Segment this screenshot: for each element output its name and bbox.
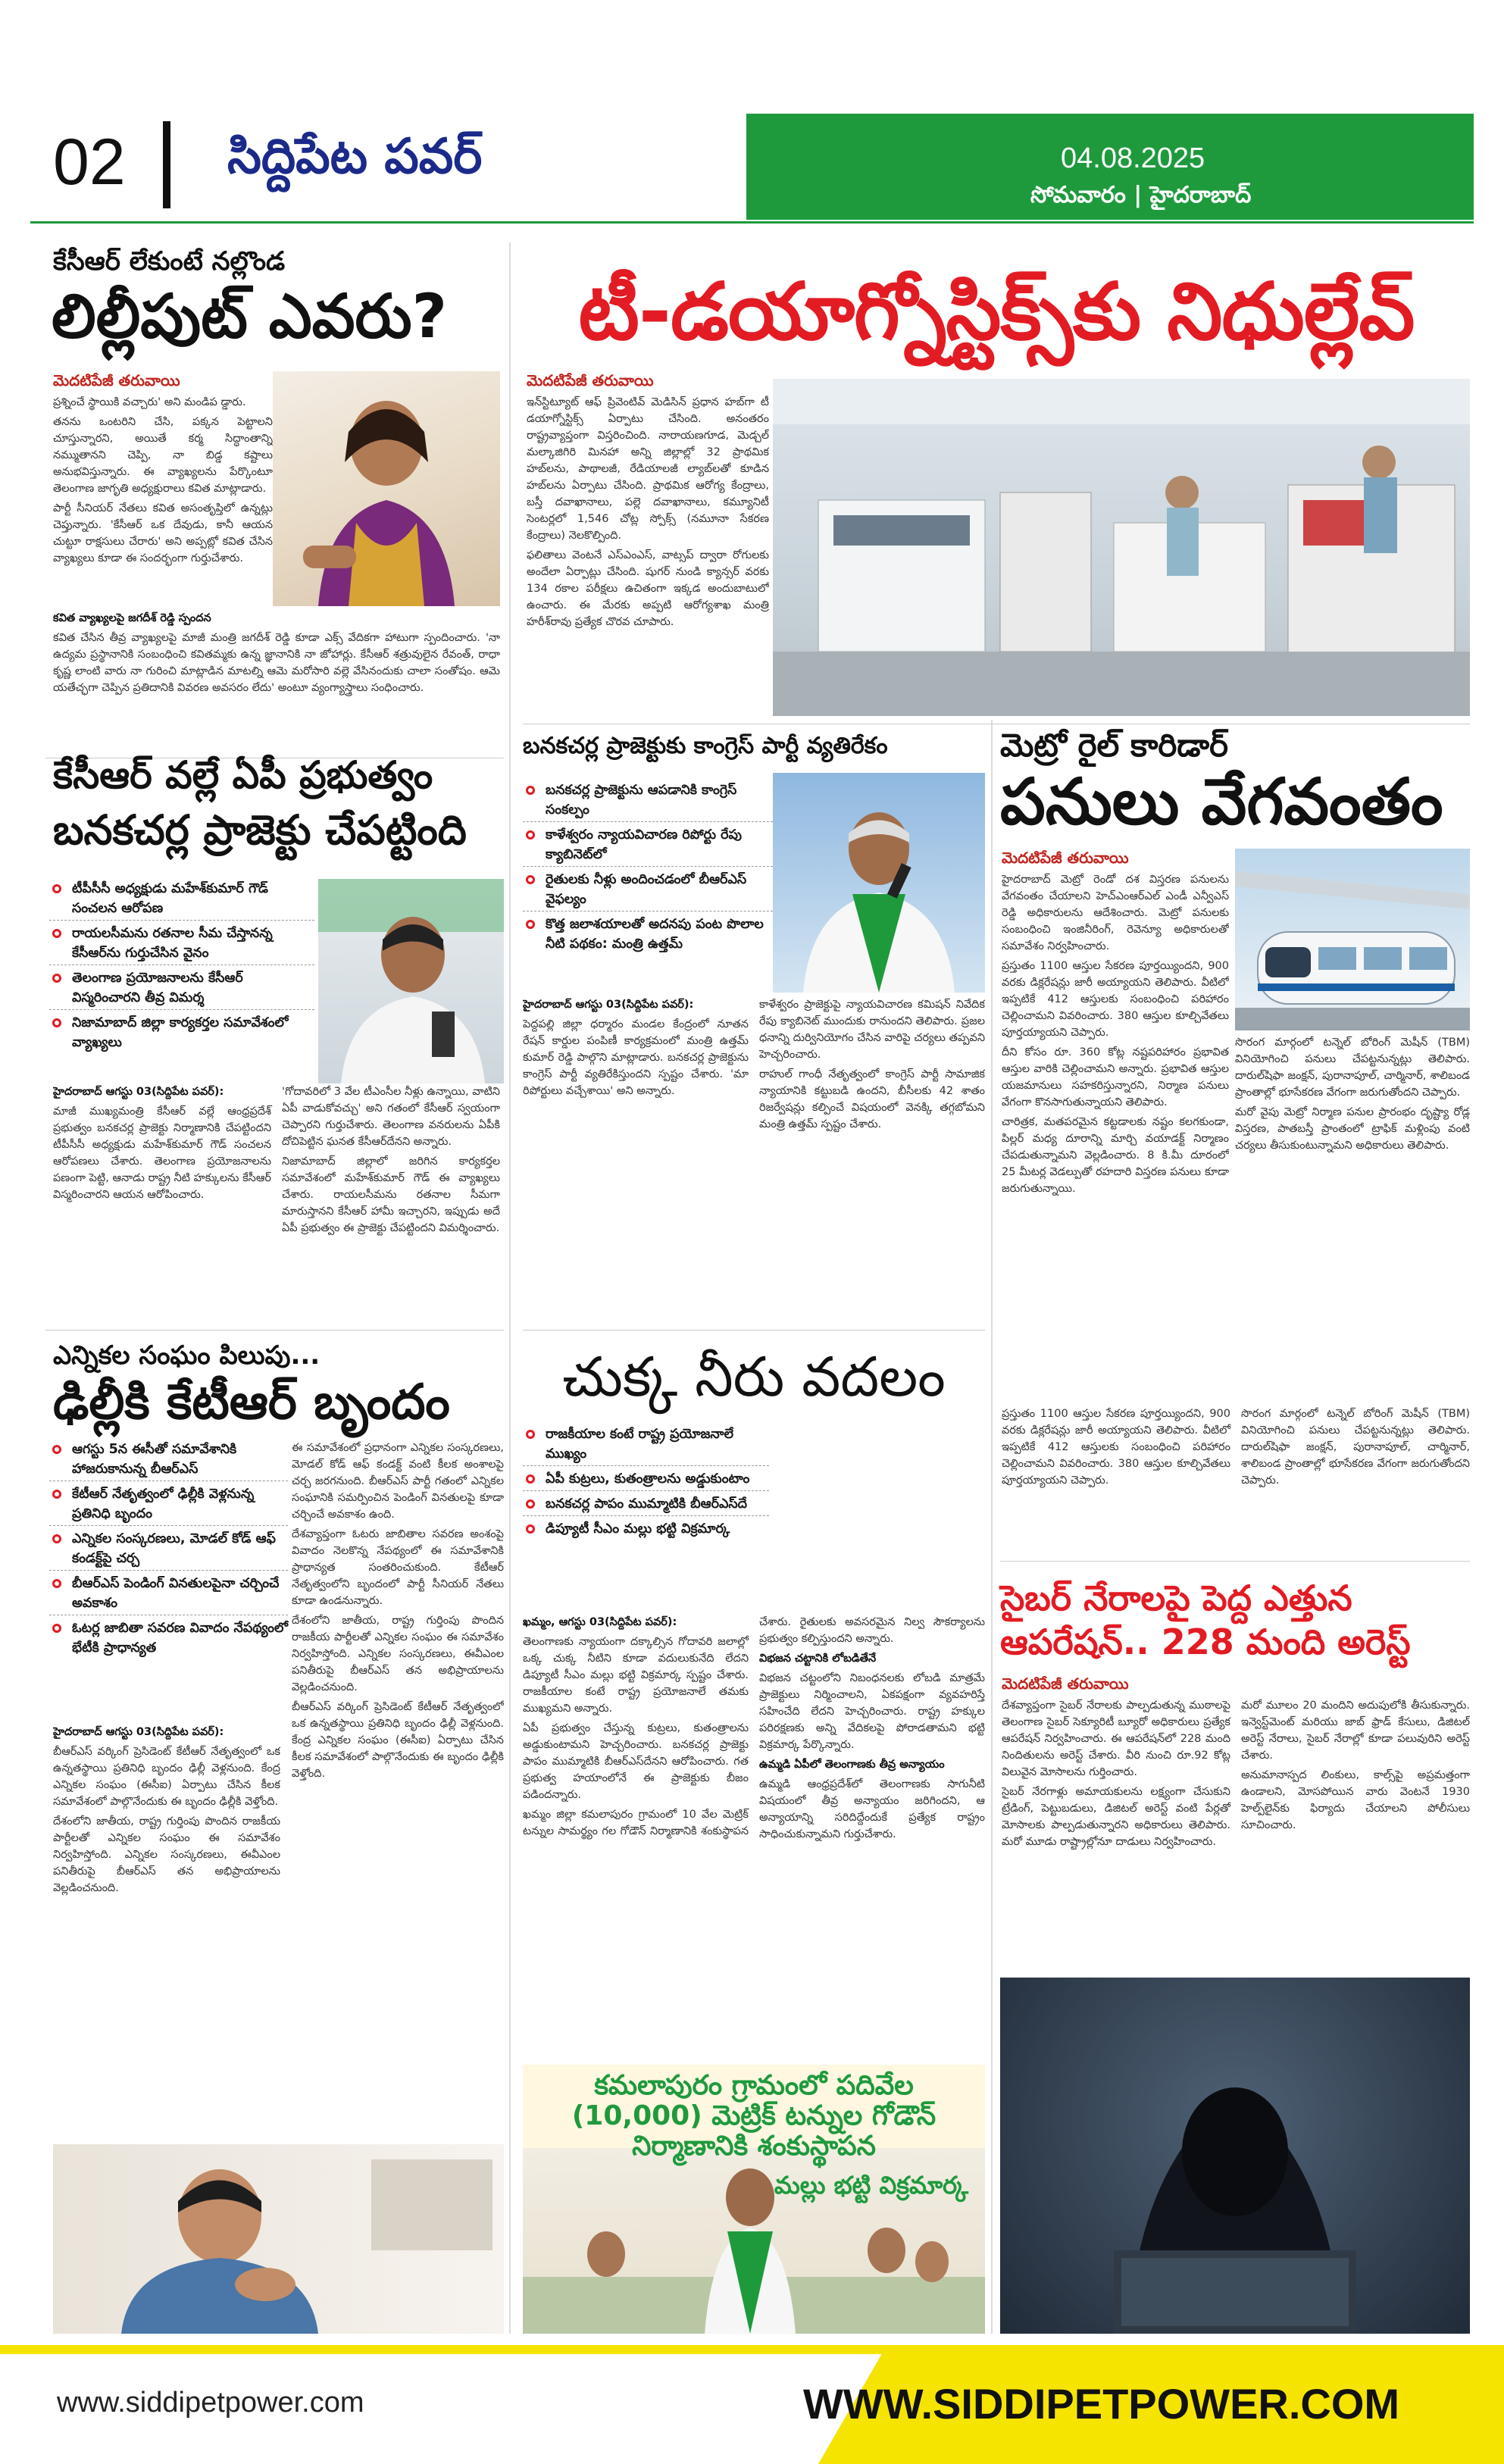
- metro-photo: [1235, 849, 1470, 1030]
- story5-paragraph: సొరంగ మార్గంలో టన్నెల్ బోరింగ్ మెషీన్ (TBM) వినియోగించి పనులు చేపట్టనున్నట్లు తెలిపారు. దారుల్‌షిఫా జంక్షన్, పురానాపూల్, చార్మినార్, శాలిబండ ప్రాంతాల్లో భూసేకరణ వేగంగా జరుగుతోందని చెప్పారు.: [1235, 1037, 1470, 1099]
- story5-paragraph: మరో వైపు మెట్రో నిర్మాణ పనుల ప్రారంభం దృష్ట్యా రోడ్ల విస్తరణ, పాతబస్తీ ప్రాంతంలో ట్రాఫిక్ మళ్లింపు వంటి చర్యలు తీసుకుంటున్నామని అధికారులు తెలిపారు.: [1235, 1106, 1470, 1152]
- story5-paragraph: హైదరాబాద్ మెట్రో రెండో దశ విస్తరణ పనులను వేగవంతం చేయాలని హెచ్ఎంఆర్ఎల్ ఎండీ ఎన్వీఎస్ రెడ్డి అధికారులను ఆదేశించారు. మెట్రో పనులకు సంబంధించి ఇంజినీరింగ్, రెవెన్యూ అధికారులతో సమావేశం నిర్వహించారు.: [1002, 874, 1229, 952]
- story8-headline-line: ఆపరేషన్.. 228 మంది అరెస్ట్: [1000, 1621, 1411, 1662]
- story8-paragraph: సైబర్ నేరగాళ్లు అమాయకులను లక్ష్యంగా చేసుకుని ట్రేడింగ్, పెట్టుబడులు, డిజిటల్ అరెస్ట్ వంటి పేర్లతో మోసాలకు పాల్పడుతున్నారని అధికారులు తెలిపారు. మరో మూడు రాష్ట్రాల్లోనూ దాడులు నిర్వహించారు.: [1002, 1786, 1230, 1848]
- story1-body-top: [53, 394, 273, 610]
- highlight-item: రాజకీయాల కంటే రాష్ట్ర ప్రయోజనాలే ముఖ్యం: [523, 1424, 769, 1466]
- story5-body-bottom: [1002, 1406, 1470, 1557]
- banner-text: మల్లు భట్టి విక్రమార్క: [774, 2171, 969, 2200]
- story7-paragraph: తెలంగాణకు న్యాయంగా దక్కాల్సిన గోదావరి జలాల్లో ఒక్క చుక్క నీటిని కూడా వదులుకునేది లేదని డిప్యూటీ సీఎం మల్లు భట్టి విక్రమార్క స్పష్టం చేశారు. రాజకీయాల కంటే రాష్ట్ర ప్రయోజనాలే తమకు ముఖ్యమని అన్నారు.: [523, 1636, 749, 1715]
- story6-paragraph: ఈ సమావేశంలో ప్రధానంగా ఎన్నికల సంస్కరణలు, మోడల్ కోడ్ ఆఫ్ కండక్ట్ వంటి కీలక అంశాలపై చర్చ జరగనుంది. బీఆర్ఎస్ పార్టీ గతంలో ఎన్నికల సంఘానికి సమర్పించిన పెండింగ్ వినతులపై కూడా చర్చించే అవకాశం ఉంది.: [292, 1442, 504, 1521]
- highlight-item: బనకచర్ల పాపం ముమ్మాటికి బీఆర్ఎస్‌దే: [523, 1494, 769, 1516]
- issue-day-place: సోమవారం | హైదరాబాద్: [1030, 182, 1252, 208]
- story7-highlights: [523, 1424, 769, 1542]
- story3-dateline: హైదరాబాద్ ఆగస్టు 03(సిద్దిపేట పవర్):: [53, 1086, 224, 1098]
- story7-paragraph: ఖమ్మం జిల్లా కమలాపురం గ్రామంలో 10 వేల మెట్రిక్ టన్నుల సామర్థ్యం గల గోడౌన్ నిర్మాణానికి శంకుస్థాపన చేశారు. రైతులకు అవసరమైన నిల్వ సౌకర్యాలను ప్రభుత్వం కల్పిస్తుందని అన్నారు.: [523, 1616, 985, 1837]
- story3-paragraph: నిజామాబాద్ జిల్లాలో జరిగిన కార్యకర్తల సమావేశంలో మహేశ్‌కుమార్ గౌడ్ ఈ వ్యాఖ్యలు చేశారు. రాయలసీమను రతనాల సీమగా మారుస్తానని కేసీఆర్ హామీ ఇచ్చారని, ఇప్పుడు అదే ఏపీ ప్రభుత్వం ఈ ప్రాజెక్టు చేపట్టిందని విమర్శించారు.: [282, 1155, 500, 1234]
- story7-paragraph: ఉమ్మడి ఆంధ్రప్రదేశ్‌లో తెలంగాణకు సాగునీటి విషయంలో తీవ్ర అన్యాయం జరిగిందని, ఆ అన్యాయాన్ని సరిదిద్దేందుకే ప్రత్యేక రాష్ట్రం సాధించుకున్నామని గుర్తుచేశారు.: [759, 1778, 985, 1840]
- highlight-item: ఆగస్టు 5న ఈసీతో సమావేశానికి హాజరుకానున్న బీఆర్ఎస్: [49, 1440, 288, 1481]
- highlight-item: ఓటర్ల జాబితా సవరణ వివాదం నేపథ్యంలో భేటీకి ప్రాధాన్యత: [49, 1618, 288, 1658]
- story8-body: [1002, 1697, 1470, 1974]
- story2-byline: మెదటిపేజీ తరువాయి: [527, 371, 654, 389]
- story4-dateline: హైదరాబాద్ ఆగస్టు 03(సిద్దిపేట పవర్):: [523, 999, 694, 1011]
- highlight-item: తెలంగాణ ప్రయోజనాలను కేసీఆర్ విస్మరించారని తీవ్ర విమర్శ: [49, 968, 314, 1010]
- story2-paragraph: ఇన్‌స్టిట్యూట్ ఆఫ్ ప్రివెంటివ్ మెడిసిన్ ప్రధాన హబ్‌గా టీ డయాగ్నోస్టిక్స్‌ ఏర్పాటు చేసింది. అనంతరం రాష్ట్రవ్యాప్తంగా విస్తరించింది. నారాయణగూడ, మెడ్చల్ మల్కాజిగిరి మినహా అన్ని జిల్లాల్లో 32 ప్రాథమిక హబ్‌లను, పాథాలజీ, రేడియాలజీ ల్యాబ్‌లతో కూడిన హబ్‌లను ఏర్పాటు చేసింది. ప్రాథమిక ఆరోగ్య కేంద్రాలు, బస్తీ దవాఖానాలు, పల్లె దవాఖానాలు, కమ్యూనిటీ సెంటర్లలో 1,546 చోట్ల స్పోక్స్‌ (నమూనా సేకరణ కేంద్రాలు) నెలకొల్పింది.: [527, 396, 769, 542]
- footer-website-banner[interactable]: WWW.SIDDIPETPOWER.COM: [803, 2380, 1400, 2428]
- story3-highlights: [49, 879, 314, 1055]
- page-number: 02: [53, 126, 126, 199]
- story5-paragraph: ప్రస్తుతం 1100 ఆస్తుల సేకరణ పూర్తయ్యిందని, 900 వరకు డిక్లరేషన్లు జారీ అయ్యాయని తెలిపారు. వీటిలో ఇప్పటికే 412 ఆస్తులకు సంబంధించి పరిహారం చెల్లించామని వివరించారు. 380 ఆస్తుల కూల్చివేతలు పూర్తయ్యాయని చెప్పారు.: [1002, 960, 1229, 1039]
- story1-subhead: కవిత వ్యాఖ్యలపై జగదీశ్ రెడ్డి స్పందన: [53, 612, 211, 624]
- story1-body-bottom: [53, 610, 500, 750]
- highlight-item: కొత్త జలాశయాలతో అదనపు పంట పొలాల నీటి పథకం: మంత్రి ఉత్తమ్: [523, 915, 773, 954]
- story4-headline: బనకచర్ల ప్రాజెక్టుకు కాంగ్రెస్ పార్టీ వ్యతిరేకం: [523, 733, 888, 759]
- story5-byline: మెదటిపేజీ తరువాయి: [1002, 849, 1129, 867]
- story1-paragraph: పార్టీ సీనియర్‌ నేతలు కవిత అసంతృప్తిలో ఉన్నట్లు చెప్తున్నారు. 'కేసీఆర్ ఒక దేవుడు, కానీ ఆయన చుట్టూ రాక్షసులు చేరారు' అని అప్పట్లో కవిత చేసిన వ్యాఖ్యలు కూడా ఈ సందర్భంగా గుర్తుచేశారు.: [53, 502, 273, 564]
- story4-paragraph: రాహుల్ గాంధీ నేతృత్వంలో కాంగ్రెస్ పార్టీ సామాజిక న్యాయానికి కట్టుబడి ఉందని, బీసీలకు 42 శాతం రిజర్వేషన్లు కల్పించే విషయంలో వెనక్కి తగ్గబోమని మంత్రి ఉత్తమ్ స్పష్టం చేశారు.: [759, 1068, 985, 1130]
- story-divider: [1000, 1561, 1470, 1562]
- highlight-item: నిజామాబాద్ జిల్లా కార్యకర్తల సమావేశంలో వ్యాఖ్యలు: [49, 1013, 314, 1052]
- story7-paragraph: ఏపీ ప్రభుత్వం చేస్తున్న కుట్రలు, కుతంత్రాలను అడ్డుకుంటామని హెచ్చరించారు. బనకచర్ల ప్రాజెక్టు పాపం ముమ్మాటికి బీఆర్ఎస్‌దేనని ఆరోపించారు. గత ప్రభుత్వ హయాంలోనే ఈ ప్రాజెక్టుకు బీజం పడిందన్నారు.: [523, 1722, 749, 1801]
- issue-date: 04.08.2025: [1061, 142, 1205, 174]
- story6-body-left: [53, 1724, 280, 2140]
- story8-paragraph: అనుమానాస్పద లింకులు, కాల్స్‌పై అప్రమత్తంగా ఉండాలని, మోసపోయిన వారు వెంటనే 1930 హెల్ప్‌లైన్‌కు ఫిర్యాదు చేయాలని పోలీసులు సూచించారు.: [1241, 1769, 1470, 1831]
- story6-paragraph: దేశంలోని జాతీయ, రాష్ట్ర గుర్తింపు పొందిన రాజకీయ పార్టీలతో ఎన్నికల సంఘం ఈ సమావేశం నిర్వహిస్తోంది. ఎన్నికల సంస్కరణలు, ఈవీఎంల పనితీరుపై బీఆర్ఎస్ తన అభిప్రాయాలను వెల్లడించనుంది.: [292, 1615, 504, 1693]
- story6-body-right: [292, 1440, 504, 2137]
- highlight-item: ఎన్నికల సంస్కరణలు, మోడల్ కోడ్ ఆఫ్ కండక్ట్‌పై చర్చ: [49, 1529, 288, 1571]
- story3-paragraph: మాజీ ముఖ్యమంత్రి కేసీఆర్ వల్లే ఆంధ్రప్రదేశ్ ప్రభుత్వం బనకచర్ల ప్రాజెక్టు నిర్మాణానికి చేపట్టిందని టీపీసీసీ అధ్యక్షుడు మహేశ్‌కుమార్ గౌడ్ సంచలన ఆరోపణలు చేశారు. తెలంగాణ ప్రయోజనాలను పణంగా పెట్టి, ఆనాడు రాష్ట్ర నీటి హక్కులను కేసీఆర్ విస్మరించారని ఆయన ఆరోపించారు.: [53, 1105, 271, 1201]
- story1-byline: మెదటిపేజీ తరువాయి: [53, 371, 180, 389]
- banner-text: కమలాపురం గ్రామంలో పదివేల (10,000) మెట్రిక్ టన్నుల గోడౌన్ నిర్మాణానికి శంకుస్థాపన: [571, 2070, 936, 2162]
- story2-body: [527, 394, 769, 716]
- story6-paragraph: దేశవ్యాప్తంగా ఓటరు జాబితాల సవరణ అంశంపై వివాదం నెలకొన్న నేపథ్యంలో ఈ సమావేశానికి ప్రాధాన్యత సంతరించుకుంది. కేటీఆర్ నేతృత్వంలోని బృందంలో పార్టీ సీనియర్ నేతలు కూడా ఉండనున్నారు.: [292, 1528, 504, 1607]
- highlight-item: బనకచర్ల ప్రాజెక్టును ఆపడానికి కాంగ్రెస్ సంకల్పం: [523, 780, 773, 822]
- story3-kicker: కేసీఆర్ వల్లే ఏపీ ప్రభుత్వం: [53, 753, 433, 797]
- footer-website-link[interactable]: www.siddipetpower.com: [57, 2387, 364, 2419]
- story6-dateline: హైదరాబాద్ ఆగస్టు 03(సిద్దిపేట పవర్):: [53, 1726, 224, 1738]
- story5-kicker: మెట్రో రైల్ కారిడార్: [1000, 727, 1229, 764]
- story4-body: [523, 996, 985, 1330]
- story5-paragraph: దీని కోసం రూ. 360 కోట్ల నష్టపరిహారం ప్రభావిత ఆస్తుల వారికి చెల్లించామని అన్నారు. ప్రభావిత ఆస్తుల యజమానులు సహకరిస్తున్నారని, నిర్మాణ పనులు వేగంగా కొనసాగుతున్నాయని తెలిపారు.: [1002, 1046, 1229, 1108]
- story2-headline: టీ-డయాగ్నోస్టిక్స్‌కు నిధుల్లేవ్: [578, 265, 1415, 358]
- highlight-item: డిప్యూటీ సీఎం మల్లు భట్టి విక్రమార్క: [523, 1519, 769, 1539]
- highlight-item: రైతులకు నీళ్లు అందించడంలో బీఆర్ఎస్ వైఫల్యం: [523, 870, 773, 911]
- story2-paragraph: ఫలితాలు వెంటనే ఎస్ఎంఎస్, వాట్సప్ ద్వారా రోగులకు అందేలా ఏర్పాట్లు చేసింది. షుగర్ నుండి క్యాన్సర్ వరకు 134 రకాల పరీక్షలు ఉచితంగా ఇక్కడ అందుబాటులో ఉంచారు. ఈ మేరకు అప్పటి ఆరోగ్యశాఖ మంత్రి హరీశ్‌రావు ప్రత్యేక చొరవ చూపారు.: [527, 549, 769, 628]
- story8-headline: [1000, 1576, 1470, 1664]
- story8-paragraph: మరో మూలం 20 మందిని అదుపులోకి తీసుకున్నారు. ఇన్వెస్ట్‌మెంట్ మరియు జాబ్ ఫ్రాడ్ కేసులు, డిజిటల్ అరెస్ట్ నేరాలు, సైబర్ నేరాల్లో కూడా పలువురిని అరెస్ట్ చేశారు.: [1241, 1699, 1470, 1762]
- masthead: సిద్దిపేట పవర్: [227, 129, 483, 185]
- story7-subhead: ఉమ్మడి ఏపీలో తెలంగాణకు తీవ్ర అన్యాయం: [759, 1759, 945, 1771]
- story8-byline: మెదటిపేజీ తరువాయి: [1002, 1674, 1129, 1693]
- story7-dateline: ఖమ్మం, ఆగస్టు 03(సిద్దిపేట పవర్):: [523, 1616, 677, 1628]
- highlight-item: బీఆర్ఎస్ పెండింగ్ వినతులపైనా చర్చించే అవకాశం: [49, 1574, 288, 1615]
- lab-photo: [773, 379, 1470, 716]
- story1-paragraph: కవిత చేసిన తీవ్ర వ్యాఖ్యలపై మాజీ మంత్రి జగదీశ్ రెడ్డి కూడా ఎక్స్ వేదికగా హాటుగా స్పందించారు. 'నా ఉద్యమ ప్రస్థానానికి సంబంధించి కవితమ్మకు ఉన్న జ్ఞానానికి నా జోహార్లు. కేసీఆర్ శత్రువులైన రేవంత్, రాధా కృష్ణ లాంటి వారు నా గురించి మాట్లాడిన మాటల్ని ఆమె మరోసారి వల్లె వేసినందుకు చాలా సంతోషం. ఆమె యతేచ్ఛగా చెప్పిన ప్రతిదానికి వివరణ అవసరం లేదు' అంటూ వ్యంగ్యాస్త్రాలు సంధించారు.: [53, 632, 500, 694]
- story5-paragraph: ప్రస్తుతం 1100 ఆస్తుల సేకరణ పూర్తయ్యిందని, 900 వరకు డిక్లరేషన్లు జారీ అయ్యాయని తెలిపారు. వీటిలో ఇప్పటికే 412 ఆస్తులకు సంబంధించి పరిహారం చెల్లించామని వివరించారు. 380 ఆస్తుల కూల్చివేతలు పూర్తయ్యాయని చెప్పారు.: [1002, 1408, 1230, 1487]
- story7-subhead: విభజన చట్టానికి లోబడితేనే: [759, 1653, 877, 1665]
- highlight-item: రాయలసీమను రతనాల సీమ చేస్తానన్న కేసీఆర్‌ను గుర్తుచేసిన వైనం: [49, 924, 314, 965]
- story7-paragraph: విభజన చట్టంలోని నిబంధనలకు లోబడి మాత్రమే ప్రాజెక్టులు నిర్మించాలని, ఏకపక్షంగా వ్యవహరిస్తే సహించేది లేదని హెచ్చరించారు. రాష్ట్ర హక్కుల పరిరక్షణకు అన్ని వేదికలపై పోరాడతామని భట్టి విక్రమార్క పేర్కొన్నారు.: [759, 1672, 985, 1751]
- story3-body: [53, 1083, 500, 1326]
- story5-paragraph: చారిత్రక, మతపరమైన కట్టడాలకు నష్టం కలగకుండా, పిల్లర్ మధ్య దూరాన్ని మార్చి వయాడక్ట్ నిర్మాణం చేపడుతున్నామని వెల్లడించారు. 8 కి.మీ దూరంలో 25 మీటర్ల వెడల్పుతో రహదారి విస్తరణ పనులు కూడా జరుగుతున్నాయి.: [1002, 1116, 1229, 1195]
- story5-body-right: [1235, 1034, 1470, 1402]
- story5-body-left: [1002, 871, 1229, 1402]
- story6-paragraph: బీఆర్ఎస్ వర్కింగ్ ప్రెసిడెంట్ కేటీఆర్ నేతృత్వంలో ఒక ఉన్నతస్థాయి ప్రతినిధి బృందం ఢిల్లీ వెళ్లనుంది. కేంద్ర ఎన్నికల సంఘం (ఈసీఐ) ఏర్పాటు చేసిన కీలక సమావేశంలో పాల్గొనేందుకు ఈ బృందం ఢిల్లీకి వెళ్తోంది.: [292, 1701, 504, 1780]
- story5-headline: పనులు వేగవంతం: [1000, 765, 1443, 839]
- story7-body: [523, 1614, 985, 2061]
- ktr-photo: [53, 2144, 504, 2334]
- highlight-item: ఏపీ కుట్రలు, కుతంత్రాలను అడ్డుకుంటాం: [523, 1469, 769, 1491]
- story1-paragraph: తనను ఒంటరిని చేసి, పక్కన పెట్టాలని చూస్తున్నారని, అయితే కర్మ సిద్ధాంతాన్ని నమ్ముతానని చెప్పి, నా బిడ్డ కష్టాలు అనుభవిస్తున్నారు. ఈ వ్యాఖ్యలను పేర్కొంటూ తెలంగాణ జాగృతి అధ్యక్షురాలు కవిత మాట్లాడారు.: [53, 416, 273, 495]
- story5-paragraph: సొరంగ మార్గంలో టన్నెల్ బోరింగ్ మెషీన్ (TBM) వినియోగించి పనులు చేపట్టనున్నట్లు తెలిపారు. దారుల్‌షిఫా జంక్షన్, పురానాపూల్, చార్మినార్, శాలిబండ ప్రాంతాల్లో భూసేకరణ వేగంగా జరుగుతోందని చెప్పారు.: [1241, 1408, 1470, 1487]
- header-divider: [163, 121, 170, 208]
- story1-kicker: కేసీఆర్ లేకుంటే నల్లొండ: [53, 246, 286, 277]
- highlight-item: కాళేశ్వరం న్యాయవిచారణ రిపోర్టు రేపు క్యాబినెట్‌లో: [523, 825, 773, 867]
- story8-paragraph: దేశవ్యాప్తంగా సైబర్ నేరాలకు పాల్పడుతున్న ముఠాలపై తెలంగాణ సైబర్ సెక్యూరిటీ బ్యూరో అధికారులు ప్రత్యేక ఆపరేషన్ నిర్వహించారు. ఈ ఆపరేషన్‌లో 228 మంది నిందితులను అరెస్ట్ చేశారు. వీరి నుంచి రూ.92 కోట్ల విలువైన మోసాలను గుర్తించారు.: [1002, 1699, 1230, 1778]
- story6-paragraph: దేశంలోని జాతీయ, రాష్ట్ర గుర్తింపు పొందిన రాజకీయ పార్టీలతో ఎన్నికల సంఘం ఈ సమావేశం నిర్వహిస్తోంది. ఎన్నికల సంస్కరణలు, ఈవీఎంల పనితీరుపై బీఆర్ఎస్ తన అభిప్రాయాలను వెల్లడించనుంది.: [53, 1815, 280, 1894]
- story1-headline: లిల్లీపుట్ ఎవరు?: [52, 281, 448, 352]
- kavitha-photo: [273, 371, 500, 606]
- story1-paragraph: ప్రశ్నించే స్థాయికి వచ్చారు' అని మండిప డ్డారు.: [53, 396, 246, 408]
- story8-headline-line: సైబర్ నేరాలపై పెద్ద ఎత్తున: [1000, 1578, 1352, 1618]
- bhatti-photo: [523, 2065, 985, 2334]
- highlight-item: కేటీఆర్ నేతృత్వంలో ఢిల్లీకి వెళ్లనున్న ప్రతినిధి బృందం: [49, 1484, 288, 1526]
- highlight-item: టీపీసీసీ అధ్యక్షుడు మహేశ్‌కుమార్ గౌడ్ సంచలన ఆరోపణ: [49, 879, 314, 921]
- hacker-photo: [1000, 1978, 1470, 2334]
- uttam-photo: [773, 773, 985, 993]
- story6-kicker: ఎన్నికల సంఘం పిలుపు...: [53, 1340, 320, 1371]
- story3-headline: బనకచర్ల ప్రాజెక్టు చేపట్టింది: [53, 806, 467, 854]
- story4-paragraph: పెద్దపల్లి జిల్లా ధర్మారం మండల కేంద్రంలో నూతన రేషన్ కార్డుల పంపిణీ కార్యక్రమంలో మంత్రి ఉత్తమ్ కుమార్ రెడ్డి పాల్గొని మాట్లాడారు. బనకచర్ల ప్రాజెక్టును కాంగ్రెస్ పార్టీ వ్యతిరేకిస్తుందని స్పష్టం చేశారు. 'మా రిపోర్టులు వచ్చేశాయి' అని అన్నారు.: [523, 1018, 749, 1097]
- column-rule: [991, 720, 993, 2334]
- story3-paragraph: 'గోదావరిలో 3 వేల టీఎంసీల నీళ్లు ఉన్నాయి, వాటిని ఏపీ వాడుకోవచ్చు' అని గతంలో కేసీఆర్ స్వయంగా చెప్పారని గుర్తుచేశారు. తెలంగాణ వనరులను ఏపీకి దోచిపెట్టిన ఘనత కేసీఆర్‌దేనని అన్నారు.: [282, 1086, 500, 1148]
- story6-highlights: [49, 1440, 288, 1661]
- header-rule: [30, 221, 1474, 224]
- story7-headline: చుక్క నీరు వదలం: [562, 1345, 946, 1409]
- story6-headline: ఢిల్లీకి కేటీఆర్ బృందం: [53, 1374, 450, 1431]
- story6-paragraph: బీఆర్ఎస్ వర్కింగ్ ప్రెసిడెంట్ కేటీఆర్ నేతృత్వంలో ఒక ఉన్నతస్థాయి ప్రతినిధి బృందం ఢిల్లీ వెళ్లనుంది. కేంద్ర ఎన్నికల సంఘం (ఈసీఐ) ఏర్పాటు చేసిన కీలక సమావేశంలో పాల్గొనేందుకు ఈ బృందం ఢిల్లీకి వెళ్తోంది.: [53, 1746, 280, 1808]
- mahesh-photo: [318, 879, 504, 1083]
- story4-highlights: [523, 780, 773, 957]
- column-rule: [509, 242, 511, 2334]
- story4-paragraph: కాళేశ్వరం ప్రాజెక్టుపై న్యాయవిచారణ కమిషన్ నివేదిక రేపు క్యాబినెట్ ముందుకు రానుందని తెలిపారు. ప్రజల ధనాన్ని దుర్వినియోగం చేసిన వారిపై చర్యలు తప్పవని హెచ్చరించారు.: [759, 999, 985, 1061]
